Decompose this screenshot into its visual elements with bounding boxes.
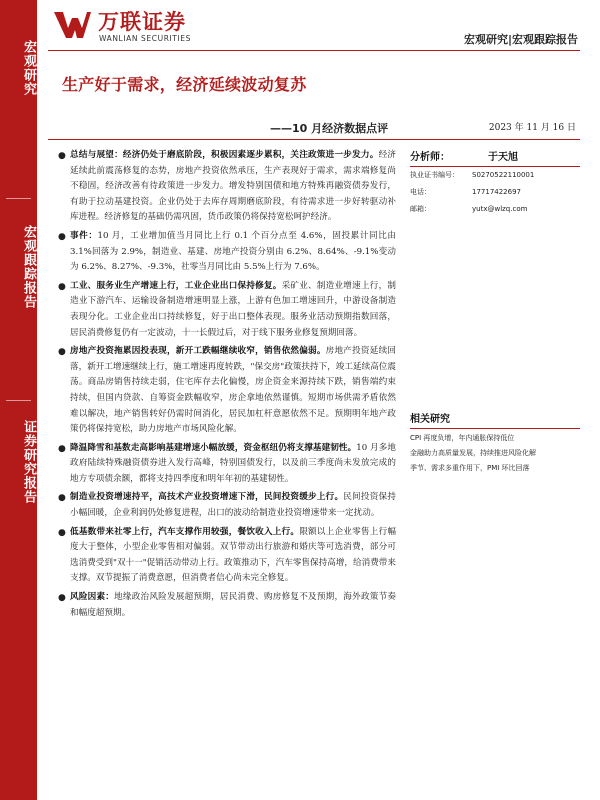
related-research: [410, 410, 580, 476]
bullet-icon: ●: [58, 527, 66, 538]
analyst-email-row: [410, 201, 580, 218]
paragraph-lead: 降温降雪和基数走高影响基建增速小幅放缓，资金枢纽仍将支撑基建韧性。: [70, 442, 357, 453]
paragraph-body: 民间投资保持小幅回暖，企业利润仍处修复进程，出口的波动给制造业投资增速带来一定扰动。: [70, 492, 396, 519]
paragraph-lead: 低基数带来社零上行，汽车支撑作用较强，餐饮收入上行。: [70, 526, 300, 537]
related-item[interactable]: 季节、需求多重作用下，PMI 环比回落: [410, 464, 530, 472]
bullet-icon: ●: [58, 593, 66, 604]
bullet-icon: ●: [58, 151, 66, 161]
sidebar-label-macro-tracking: 宏观跟踪报告: [21, 225, 36, 309]
retail-paragraph: [58, 525, 396, 587]
manufacturing-paragraph: [58, 490, 396, 521]
analyst-row-label: 邮箱：: [410, 205, 431, 213]
paragraph-lead: 制造业投资增速持平，高技术产业投资增速下滑，民间投资缓步上行。: [70, 492, 344, 503]
analyst-cert-row: [410, 167, 580, 184]
paragraph-body: 采矿业、制造业增速上行，制造业下游汽车、运输设备制造增速明显上涨，上游有色加工增速回升，中游设备制造表现分化。工业企业出口持续修复，好于出口整体表现。服务业活动预期指数回落，居民消费修复仍有一定波动，十一长假过后，对于线下服务业修复预期回落。: [70, 280, 396, 338]
paragraph-body: 10 月，工业增加值当月同比上行 0.1 个百分点至 4.6%，固投累计同比由 3.1%回落为 2.9%，制造业、基建、房地产投资分别由 6.2%、8.64%、-9.1%变动为 6.2%、8.27%、-9.3%，社零当月同比由 5.5%上行为 7.6%。: [70, 230, 396, 273]
brand-name-en: WANLIAN SECURITIES: [99, 34, 192, 43]
bullet-icon: ●: [58, 443, 66, 454]
related-heading: 相关研究: [410, 410, 580, 429]
bullet-icon: ●: [58, 231, 66, 242]
wanlian-logo-icon: [52, 10, 92, 40]
paragraph-lead: 风险因素：: [70, 592, 115, 603]
analyst-row-label: 电话：: [410, 188, 431, 196]
left-sidebar: [0, 0, 37, 800]
paragraph-body: 地缘政治风险发展超预期，居民消费、购房修复不及预期，海外政策节奏和幅度超预期。: [70, 592, 396, 618]
analyst-phone-row: [410, 184, 580, 201]
related-item[interactable]: 金融助力高质量发展，持续推进风险化解: [410, 449, 536, 457]
report-title: 生产好于需求，经济延续波动复苏: [62, 75, 307, 94]
paragraph-body: 经济延续此前震荡修复的态势，房地产投资依然承压，生产表现好于需求，需求端修复尚不稳固，经济改善有待政策进一步发力。增发特别国债和地方特殊再融资债券发行，有助于拉动基建投资。企业仍处于去库存周期磨底阶段，有待需求进一步好转驱动补库进程。经济修复的基础仍需巩固，货币政策仍将保持宽松呵护经济。: [70, 150, 396, 223]
paragraph-lead: 房地产投资拖累因投表现，新开工跌幅继续收窄，销售依然偏弱。: [70, 346, 326, 357]
summary-paragraph: [58, 148, 396, 226]
main-content: [58, 148, 396, 624]
report-date: 2023 年 11 月 16 日: [488, 123, 576, 133]
related-list: [410, 431, 580, 476]
bullet-icon: ●: [58, 281, 66, 292]
analyst-header: [410, 148, 580, 167]
title-divider: [48, 139, 580, 140]
analyst-name: 于天旭: [488, 152, 518, 163]
infrastructure-paragraph: [58, 441, 396, 488]
sidebar-divider: [6, 400, 31, 401]
real-estate-paragraph: [58, 344, 396, 438]
analyst-row-value: 17717422697: [472, 188, 521, 196]
report-subtitle: ——10 月经济数据点评: [270, 122, 389, 135]
paragraph-lead: 事件：: [70, 230, 98, 241]
sidebar-label-securities-report: 证券研究报告: [21, 420, 36, 504]
bullet-icon: ●: [58, 347, 66, 358]
analyst-box: [410, 148, 580, 218]
risk-paragraph: [58, 590, 396, 621]
related-item[interactable]: CPI 再度负增，年内通胀保持低位: [410, 434, 515, 442]
industry-paragraph: [58, 279, 396, 341]
paragraph-body: 房地产投资延续回落，新开工增速继续上行，施工增速再度转跌，"保交房"政策扶持下，竣工延续高位震荡。商品房销售持续走弱，住宅库存去化偏慢，房企资金来源持续下跌，销售端约束持续，但国内贷款、自筹资金跌幅收窄，房企拿地依然谨慎。短期市场供需矛盾依然难以解决，地产销售转好仍需时间消化，居民加杠杆意愿依然不足。预期明年地产政策仍将保持宽松，助力房地产市场风险化解。: [70, 346, 396, 435]
sidebar-label-macro-research: 宏观研究: [21, 40, 36, 96]
header-divider: [48, 50, 580, 51]
event-paragraph: [58, 229, 396, 276]
brand-name-cn: 万联证券: [98, 10, 186, 34]
analyst-label: 分析师：: [410, 152, 450, 163]
paragraph-body: 10 月多地政府陆续特殊融资债券进入发行高峰，特别国债发行，以及前三季度尚未发放完成的地方专项债余额，都将支持四季度和明年年初的基建韧性。: [70, 442, 396, 484]
paragraph-body: 限额以上企业零售上行幅度大于整体，小型企业零售相对偏弱。双节带动出行旅游和婚庆等可选消费，部分可选消费受到"双十一"促销活动带动上行。政策推动下，汽车零售保持高增，给消费带来支撑。双节提振了消费意愿，但消费者信心尚未完全修复。: [70, 526, 396, 584]
paragraph-lead: 工业、服务业生产增速上行，工业企业出口保持修复。: [70, 280, 282, 291]
analyst-row-label: 执业证书编号：: [410, 171, 459, 179]
paragraph-lead: 总结与展望：经济仍处于磨底阶段，积极因素逐步累积，关注政策进一步发力。: [70, 150, 379, 160]
report-category: 宏观研究|宏观跟踪报告: [463, 33, 578, 46]
analyst-email-link[interactable]: yutx@wlzq.com: [472, 205, 528, 213]
sidebar-divider: [6, 198, 31, 199]
bullet-icon: ●: [58, 493, 66, 504]
analyst-row-value: S0270522110001: [472, 171, 535, 179]
